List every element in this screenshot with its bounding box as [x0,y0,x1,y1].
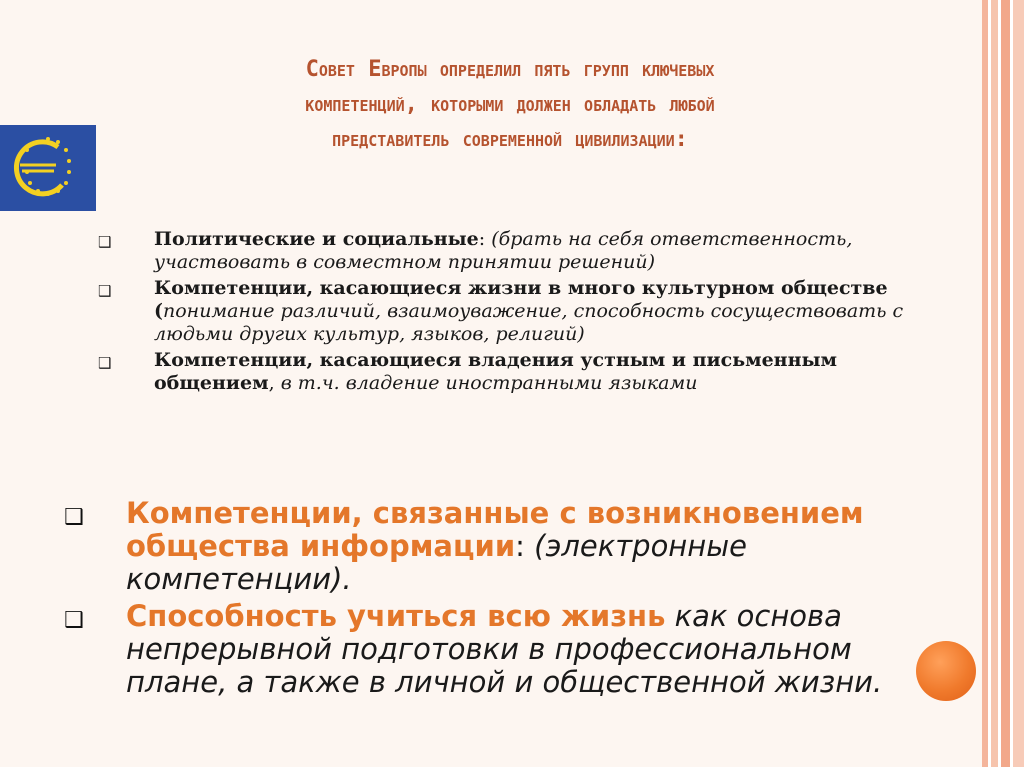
square-bullet-icon: ❑ [98,233,112,251]
item-italic-text: в т.ч. владение иностранными языками [280,372,698,394]
list-item [96,277,936,346]
list-item [64,600,924,699]
item-italic-text: как основа непрерывной подготовки в профессиональном плане, а также в личной и общественной жизни. [126,599,883,699]
item-bold-text: Компетенции, касающиеся жизни в много культурном обществе ( [154,277,888,322]
item-separator [665,599,674,633]
item-separator: : [515,529,535,563]
extended-competencies-list [64,497,924,703]
item-italic-text: (электронные компетенции). [126,529,747,596]
title-line-1: Совет Европы определил пять групп ключевых [305,57,715,82]
title-line-3: представитель современной цивилизации: [332,127,688,152]
item-separator: : [478,228,492,250]
list-item [96,349,936,395]
list-item [96,228,936,274]
council-of-europe-logo [0,125,96,211]
key-competencies-list [96,228,936,398]
item-separator: , [268,372,281,394]
item-bold-text: Компетенции, касающиеся владения устным и письменным общением [154,349,838,394]
item-italic-text: (брать на себя ответственность, участвовать в совместном принятии решений) [154,228,853,273]
item-bold-text: Политические и социальные [154,228,479,250]
item-highlight-text: Компетенции, связанные с возникновением общества информации [126,496,864,563]
square-bullet-icon: ❑ [64,608,84,633]
decorative-circle [916,641,976,701]
title-line-2: компетенций, которыми должен обладать любой [305,92,715,117]
list-item [64,497,924,596]
slide-title [60,52,960,157]
square-bullet-icon: ❑ [98,354,112,372]
item-highlight-text: Способность учиться всю жизнь [126,599,666,633]
square-bullet-icon: ❑ [64,505,84,530]
decorative-stripes [982,0,1024,767]
square-bullet-icon: ❑ [98,282,112,300]
item-italic-text: понимание различий, взаимоуважение, способность сосуществовать с людьми других культур, языков, религий) [154,300,904,345]
